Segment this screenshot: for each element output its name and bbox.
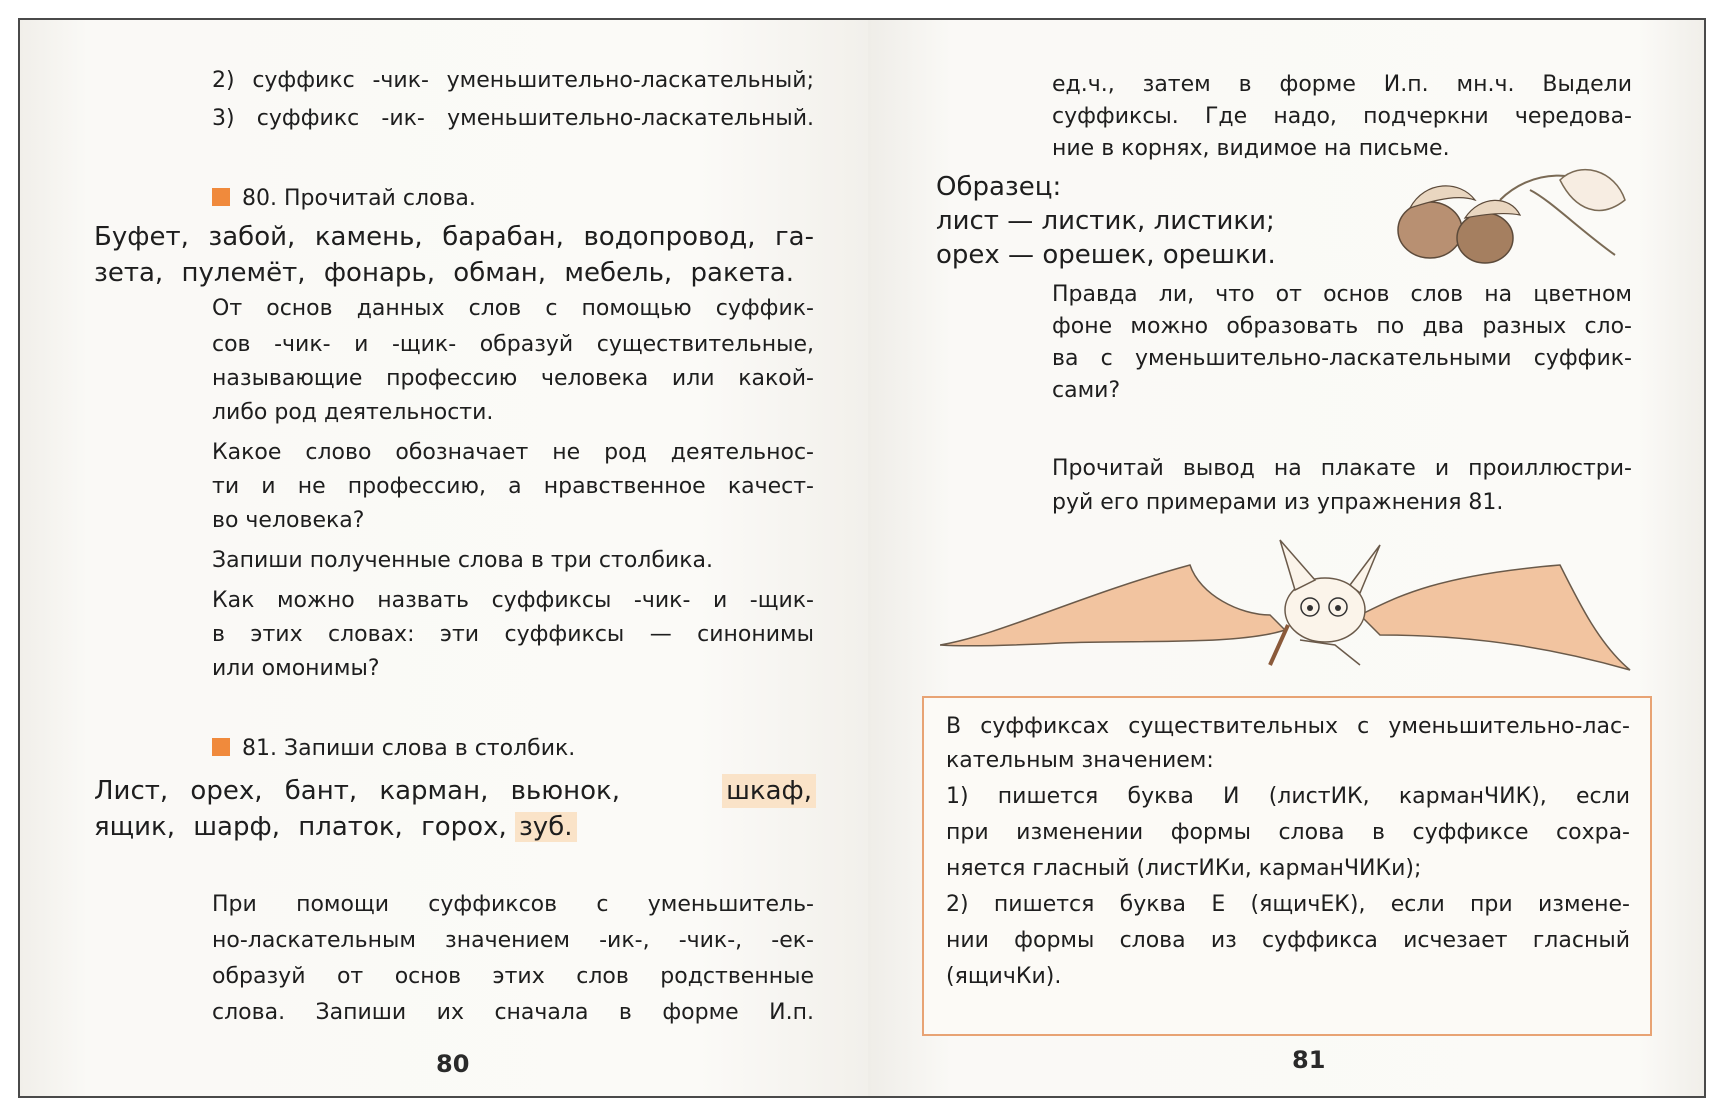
question-1-line-3: ва с уменьшительно-ласкательными суффик- [1052, 346, 1632, 371]
exercise-marker-icon [212, 188, 230, 206]
bat-illustration [940, 535, 1640, 685]
ex80-p1-line-2: сов -чик- и -щик- образуй существительные, [212, 332, 814, 357]
ex80-p1-line-3: называющие профессию человека или какой- [212, 366, 814, 391]
question-1-line-2: фоне можно образовать по два разных сло- [1052, 314, 1632, 339]
ex81-p1-line-1: При помощи суффиксов с уменьшитель- [212, 892, 814, 917]
ex81-words-text-2: ящик, шарф, платок, горох, [94, 812, 507, 842]
sample-line-1: лист — листик, листики; [936, 206, 1275, 236]
exercise-80-number: 80. [242, 186, 277, 211]
intro-line-1: 2) суффикс -чик- уменьшительно-ласкательный; [212, 68, 814, 93]
sample-line-2: орех — орешек, орешки. [936, 240, 1276, 270]
hazelnut-illustration [1380, 160, 1640, 270]
intro-line-2: 3) суффикс -ик- уменьшительно-ласкательный. [212, 106, 814, 131]
right-cont-line-2: суффиксы. Где надо, подчеркни чередова- [1052, 104, 1632, 129]
ex80-p2-line-1: Какое слово обозначает не род деятельнос- [212, 440, 814, 465]
ex80-p1-line-1: От основ данных слов с помощью суффик- [212, 296, 814, 321]
ex81-p1-line-2: но-ласкательным значением -ик-, -чик-, -ек- [212, 928, 814, 953]
ex80-p1-line-4: либо род деятельности. [212, 400, 494, 425]
ex80-words-line-1: Буфет, забой, камень, барабан, водопровод, га- [94, 222, 814, 252]
ex80-p2-line-2: ти и не профессию, а нравственное качест- [212, 474, 814, 499]
ex81-p1-line-3: образуй от основ этих слов родственные [212, 964, 814, 989]
exercise-80-header [212, 184, 476, 214]
ex81-words-text-1: Лист, орех, бант, карман, вьюнок, [94, 776, 621, 806]
highlighted-word-zub: зуб. [515, 812, 577, 842]
exercise-80-title: Прочитай слова. [284, 186, 476, 211]
ex80-words-line-2: зета, пулемёт, фонарь, обман, мебель, ракета. [94, 258, 794, 288]
rule-line-5: няется гласный (листИКи, карманЧИКи); [946, 856, 1422, 881]
rule-line-6: 2) пишется буква Е (ящичЕК), если при измене- [946, 892, 1630, 917]
ex81-words-line-2 [94, 810, 577, 844]
rule-line-3: 1) пишется буква И (листИК, карманЧИК), если [946, 784, 1630, 809]
rule-line-8: (ящичКи). [946, 964, 1062, 989]
ex81-words-line-1 [94, 774, 816, 808]
page-number-right: 81 [1292, 1046, 1326, 1074]
question-2-line-1: Прочитай вывод на плакате и проиллюстри- [1052, 456, 1632, 481]
question-1-line-4: сами? [1052, 378, 1121, 403]
page-number-left: 80 [436, 1050, 470, 1078]
ex80-p3-line-1: Запиши полученные слова в три столбика. [212, 548, 713, 573]
rule-line-4: при изменении формы слова в суффиксе сохра- [946, 820, 1630, 845]
exercise-marker-icon [212, 738, 230, 756]
ex80-p4-line-1: Как можно назвать суффиксы -чик- и -щик- [212, 588, 814, 613]
ex81-p1-line-4: слова. Запиши их сначала в форме И.п. [212, 1000, 814, 1025]
sample-label: Образец: [936, 172, 1062, 202]
ex80-p2-line-3: во человека? [212, 508, 365, 533]
exercise-81-number: 81. [242, 736, 277, 761]
ex80-p4-line-2: в этих словах: эти суффиксы — синонимы [212, 622, 814, 647]
right-cont-line-1: ед.ч., затем в форме И.п. мн.ч. Выдели [1052, 72, 1632, 97]
question-1-line-1: Правда ли, что от основ слов на цветном [1052, 282, 1632, 307]
rule-line-1: В суффиксах существительных с уменьшительно-лас- [946, 714, 1630, 739]
right-cont-line-3: ние в корнях, видимое на письме. [1052, 136, 1450, 161]
rule-line-7: нии формы слова из суффикса исчезает гласный [946, 928, 1630, 953]
ex80-p4-line-3: или омонимы? [212, 656, 380, 681]
exercise-81-title: Запиши слова в столбик. [284, 736, 576, 761]
rule-line-2: кательным значением: [946, 748, 1214, 773]
exercise-81-header [212, 734, 575, 764]
highlighted-word-shkaf: шкаф, [722, 774, 816, 808]
question-2-line-2: руй его примерами из упражнения 81. [1052, 490, 1504, 515]
